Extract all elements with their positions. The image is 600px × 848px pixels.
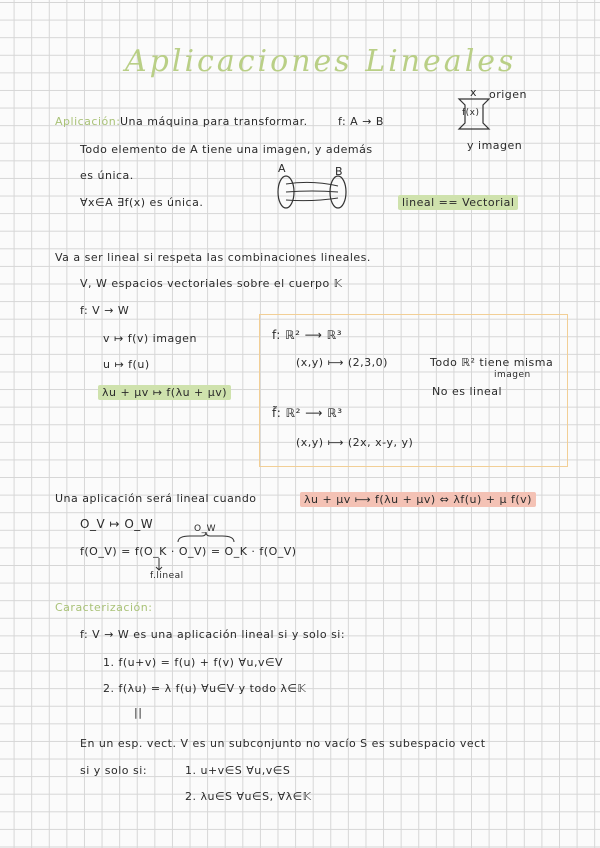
definition-line3: es única. [80, 169, 134, 182]
caracterizacion-sub2: si y solo si: [80, 764, 148, 777]
aplicacion-label: Aplicación: [55, 115, 121, 128]
aplicacion-map: f: A → B [338, 115, 384, 128]
imagen-label: y imagen [467, 139, 523, 152]
caracterizacion-line1: f: V → W es una aplicación lineal si y solo si: [80, 628, 346, 641]
x-label: x [470, 86, 478, 99]
linear-spaces: V, W espacios vectoriales sobre el cuerpo 𝕂 [80, 277, 343, 290]
set-b-label: B [335, 165, 344, 178]
example-g-rule: (x,y) ⟼ (2x, x-y, y) [296, 436, 414, 449]
lineal-vectorial-badge: lineal == Vectorial [398, 195, 518, 210]
condition-flineal: f.lineal [150, 571, 184, 581]
example-f-map: f: ℝ² ⟶ ℝ³ [272, 328, 343, 342]
example-f-note1: Todo ℝ² tiene misma [430, 356, 554, 369]
example-f-rule: (x,y) ⟼ (2,3,0) [296, 356, 388, 369]
linear-intro: Va a ser lineal si respeta las combinaciones lineales. [55, 251, 371, 264]
caracterizacion-label: Caracterización: [55, 601, 153, 614]
definition-line2: Todo elemento de A tiene una imagen, y además [80, 143, 373, 156]
caracterizacion-equal: || [134, 706, 143, 719]
caracterizacion-s2: 2. λu∈S ∀u∈S, ∀λ∈𝕂 [185, 790, 312, 803]
origen-label: origen [489, 88, 528, 101]
down-arrow-icon [154, 558, 164, 572]
sets-diagram [270, 172, 355, 212]
linear-map: f: V → W [80, 304, 130, 317]
example-f-note2: imagen [494, 370, 531, 380]
caracterizacion-sub1: En un esp. vect. V es un subconjunto no vacío S es subespacio vect [80, 737, 486, 750]
caracterizacion-c1: 1. f(u+v) = f(u) + f(v) ∀u,v∈V [103, 656, 284, 669]
linear-combination: λu + μv ↦ f(λu + μv) [98, 385, 231, 400]
caracterizacion-s1: 1. u+v∈S ∀u,v∈S [185, 764, 291, 777]
condition-eq: f(O_V) = f(O_K · O_V) = O_K · f(O_V) [80, 545, 297, 558]
example-f-note3: No es lineal [432, 385, 503, 398]
page-title: Aplicaciones Lineales [125, 44, 517, 79]
fcx-label: f(x) [462, 108, 480, 118]
condition-formula: λu + μv ⟼ f(λu + μv) ⇔ λf(u) + μ f(v) [300, 492, 536, 507]
definition-line4: ∀x∈A ∃f(x) es única. [80, 196, 204, 209]
aplicacion-text: Una máquina para transformar. [120, 115, 308, 128]
set-a-label: A [278, 162, 287, 175]
condition-ow: O_W [194, 524, 216, 534]
example-g-map: f̃: ℝ² ⟶ ℝ³ [272, 406, 343, 420]
brace-drawing [176, 532, 236, 544]
linear-v-line: v ↦ f(v) imagen [103, 332, 197, 345]
caracterizacion-c2: 2. f(λu) = λ f(u) ∀u∈V y todo λ∈𝕂 [103, 682, 307, 695]
linear-u-line: u ↦ f(u) [103, 358, 150, 371]
condition-ov: O_V ↦ O_W [80, 517, 154, 531]
condition-text: Una aplicación será lineal cuando [55, 492, 257, 505]
